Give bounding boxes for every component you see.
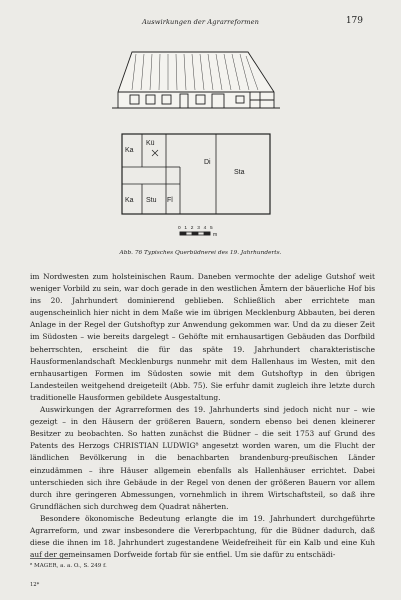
room-label-ka-bottom: Ka — [125, 197, 134, 204]
hearth-mark — [152, 150, 158, 156]
house-drawing — [108, 46, 298, 246]
footnote: ⁸ MAGER, a. a. O., S. 249 f. — [30, 563, 107, 569]
room-label-ka-top: Ka — [125, 147, 134, 154]
room-label-di: Di — [204, 159, 211, 166]
running-title: Auswirkungen der Agrarreformen — [142, 18, 259, 26]
scale-label: 0 1 2 3 4 5 — [178, 226, 214, 231]
paragraph-3: Besondere ökonomische Bedeutung erlangte die im 19. Jahrhundert durchgeführte Agrarreform, und zwar insbesondere die Vererbpachtung, für die Büdner dadurch, daß diese die ihnen im 18. Jahrhundert zugestandene Weidefreiheit für ein Kalb und eine Kuh auf der gemeinsamen Dorfweide fortab für sie entfiel. Um sie dafür zu entschädi- — [30, 513, 375, 560]
signature-mark: 12* — [30, 582, 40, 588]
room-label-kue: Kü — [146, 140, 155, 147]
figure-caption: Abb. 76 Typisches Querbüdnerei des 19. Jahrhunderts. — [119, 250, 282, 256]
room-label-stu: Stu — [146, 197, 157, 204]
house-elevation — [118, 52, 274, 108]
footnote-rule — [30, 558, 70, 559]
room-label-sta: Sta — [234, 169, 245, 176]
body-text — [30, 271, 375, 561]
paragraph-2: Auswirkungen der Agrarreformen des 19. Jahrhunderts sind jedoch nicht nur – wie gezeigt – in den Häusern der größeren Bauern, sondern ebenso bei denen kleinerer Besitzer zu beobachten. So hatten zunächst die Büdner – die seit 1753 auf Grund des Patents des Herzogs CHRISTIAN LUDWIG⁸ angesetzt worden waren, um die Flucht der ländlichen Bevölkerung in die benachbarten brandenburg-preußischen Länder einzudämmen – ihre Häuser allgemein ebenfalls als Hallenhäuser errichtet. Dabei unterschieden sich ihre Gebäude in der Regel von denen der größeren Bauern vor allem durch ihre geringeren Abmessungen, vornehmlich in ihrem Wirtschaftsteil, so daß ihre Grundflächen sich durchweg dem Quadrat näherten. — [30, 405, 375, 511]
room-label-fl: Fl — [167, 197, 173, 204]
scale-unit: m — [213, 232, 218, 238]
paragraph-1: im Nordwesten zum holsteinischen Raum. Daneben vermochte der adelige Gutshof weit weniger Vorbild zu sein, war doch gerade in den westlichen Ämtern der bäuerliche Hof bis ins 20. Jahrhundert dominierend geblieben. Schließlich aber errichtete man augenscheinlich hier nicht in dem Maße wie im übrigen Mecklenburg Abbauten, bei deren Anlage in der Regel der Gutshoftyp zur Anwendung gekommen war. Und da zu dieser Zeit im Südosten – wie bereits dargelegt – Gehöfte mit ernhausartigen Gebäuden das Dorfbild beherrschten, erscheint die für das späte 19. Jahrhundert charakteristische Hausformenlandschaft Mecklenburgs nunmehr mit dem Hallenhaus im Westen, mit den ernhausartigen Formen im Südosten sowie mit dem Gutshoftyp in den übrigen Landesteilen weitgehend dreigeteilt (Abb. 75). Sie erfuhr damit zugleich ihre letzte durch traditionelle Hausformen gebildete Ausgestaltung. — [30, 272, 375, 402]
scale-bar — [180, 232, 210, 235]
page-number: 179 — [345, 16, 363, 26]
floor-plan — [122, 134, 270, 214]
house-figure — [108, 46, 298, 246]
